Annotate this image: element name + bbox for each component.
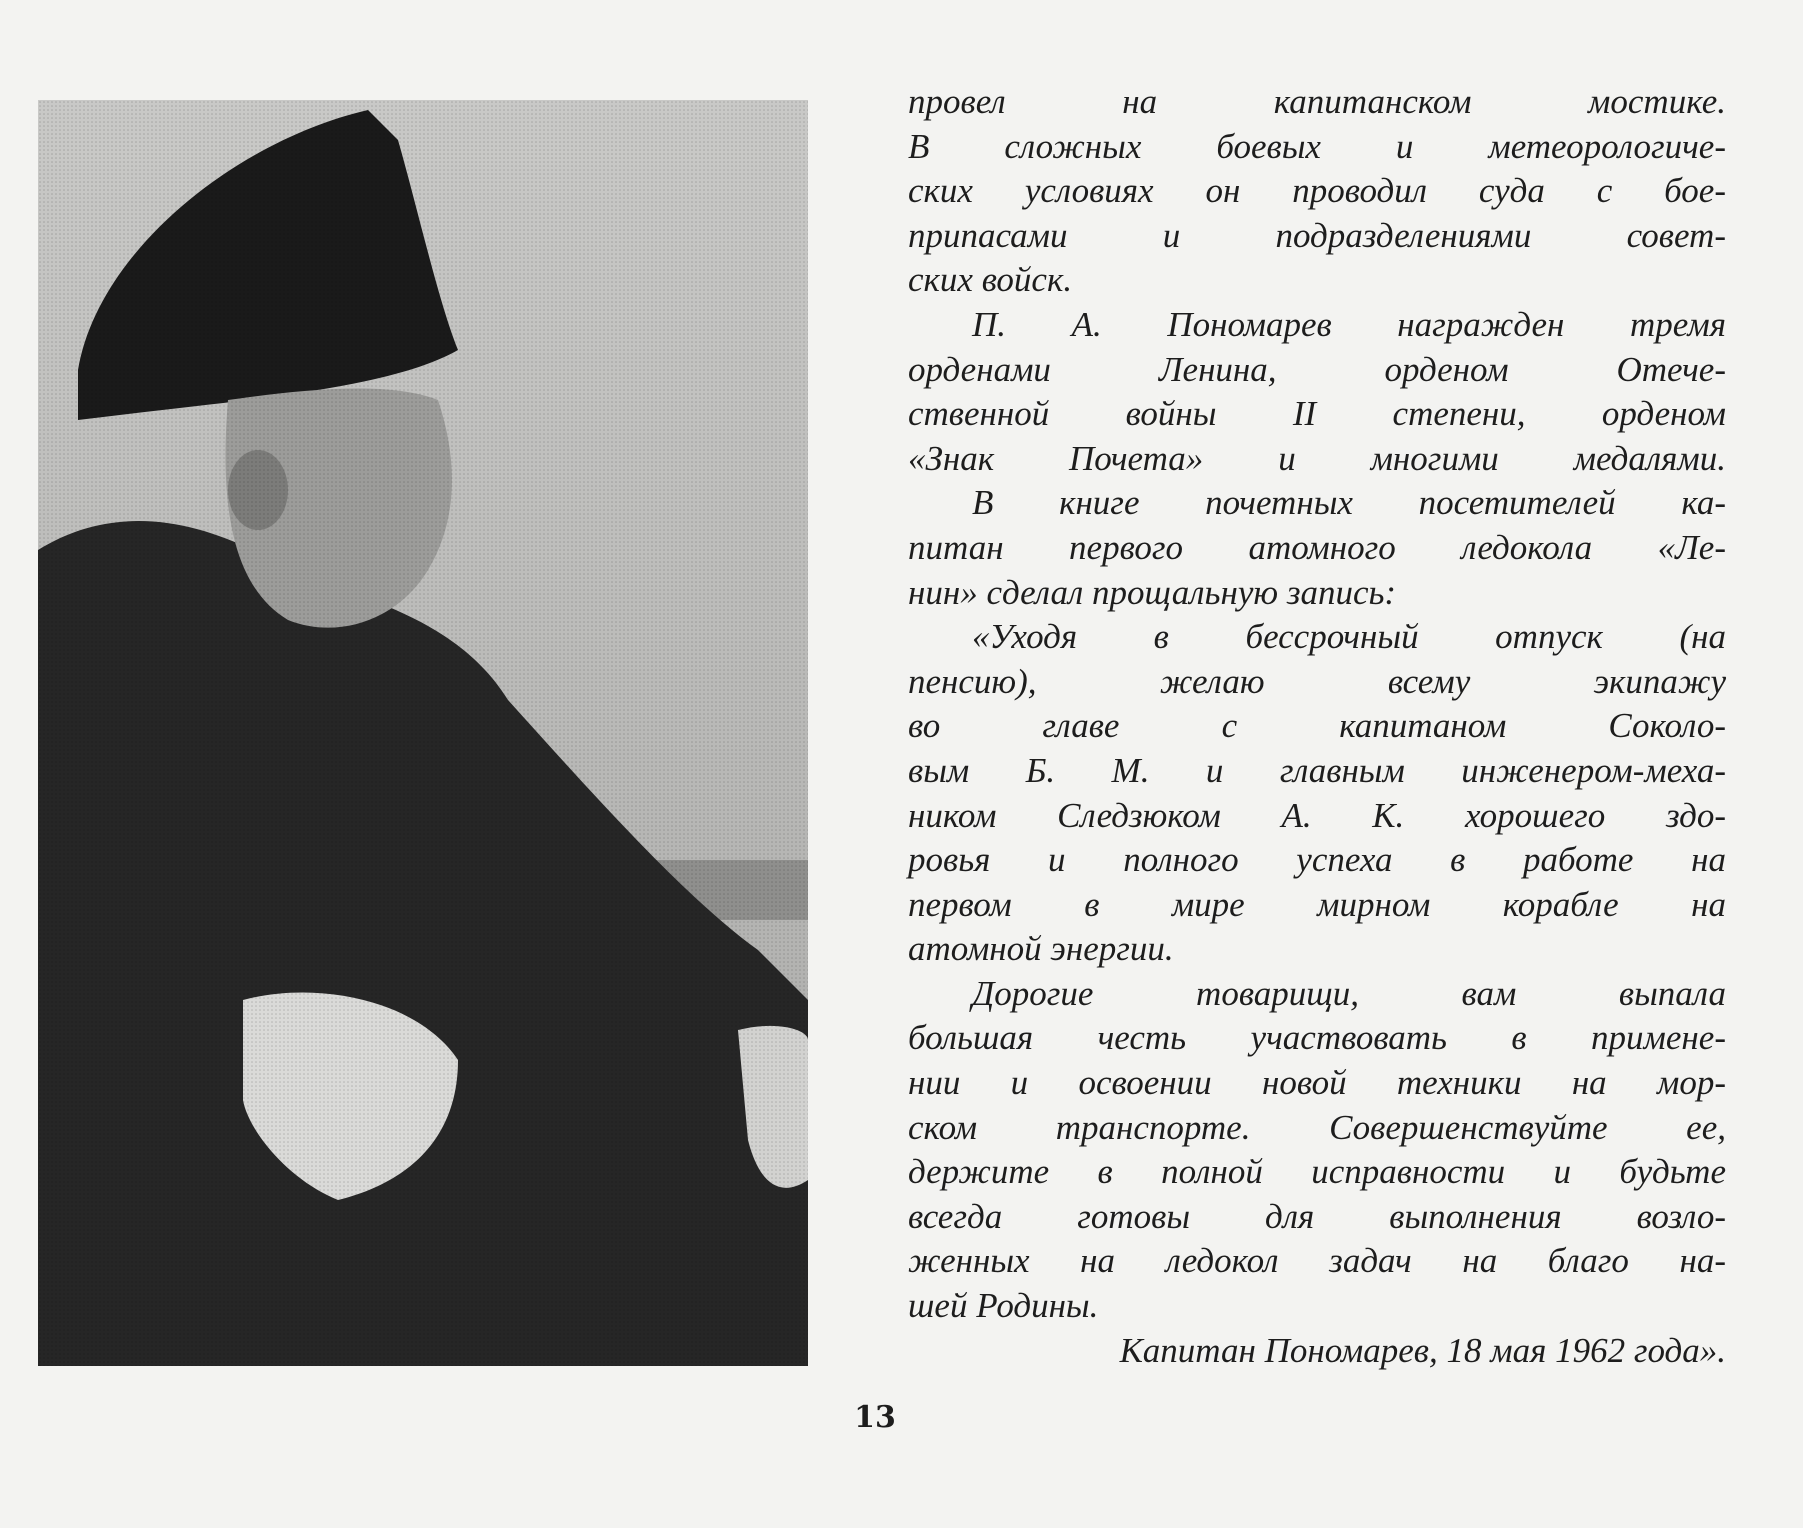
text-line: ровья и полного успеха в работе на <box>908 840 1726 880</box>
text-line: первом в мире мирном корабле на <box>908 884 1726 924</box>
text-line: припасами и подразделениями совет- <box>908 215 1726 255</box>
body-text <box>908 80 1726 1373</box>
portrait-photo <box>38 100 808 1366</box>
text-line: П. А. Пономарев награжден тремя <box>972 304 1726 344</box>
text-line: ских войск. <box>908 260 1073 300</box>
text-line: вым Б. М. и главным инженером-меха- <box>908 750 1726 790</box>
text-line: орденами Ленина, орденом Отече- <box>908 349 1726 389</box>
text-line: ственной войны II степени, орденом <box>908 394 1726 434</box>
text-line: шей Родины. <box>908 1286 1099 1326</box>
text-line: провел на капитанском мостике. <box>908 82 1726 121</box>
text-line: «Знак Почета» и многими медалями. <box>908 438 1726 478</box>
signature-line: Капитан Пономарев, 18 мая 1962 года». <box>1119 1330 1726 1370</box>
text-line: всегда готовы для выполнения возло- <box>908 1196 1726 1236</box>
text-line: во главе с капитаном Соколо- <box>908 706 1726 746</box>
text-line: питан первого атомного ледокола «Ле- <box>908 527 1726 567</box>
text-line: ском транспорте. Совершенствуйте ее, <box>908 1107 1726 1147</box>
text-line: Дорогие товарищи, вам выпала <box>972 973 1726 1013</box>
text-line: большая честь участвовать в примене- <box>908 1018 1726 1058</box>
text-line: нин» сделал прощальную запись: <box>908 572 1397 612</box>
text-line: В сложных боевых и метеорологиче- <box>908 126 1726 166</box>
text-line: женных на ледокол задач на благо на- <box>908 1241 1726 1281</box>
text-line: В книге почетных посетителей ка- <box>972 483 1726 523</box>
text-line: атомной энергии. <box>908 929 1174 969</box>
text-line: пенсию), желаю всему экипажу <box>908 661 1726 701</box>
text-line: держите в полной исправности и будьте <box>908 1152 1726 1192</box>
text-line: ником Следзюком А. К. хорошего здо- <box>908 795 1726 835</box>
text-line: ских условиях он проводил суда с бое- <box>908 171 1726 211</box>
text-line: «Уходя в бессрочный отпуск (на <box>972 617 1726 657</box>
text-line: нии и освоении новой техники на мор- <box>908 1063 1726 1103</box>
page-number: 13 <box>854 1400 896 1435</box>
